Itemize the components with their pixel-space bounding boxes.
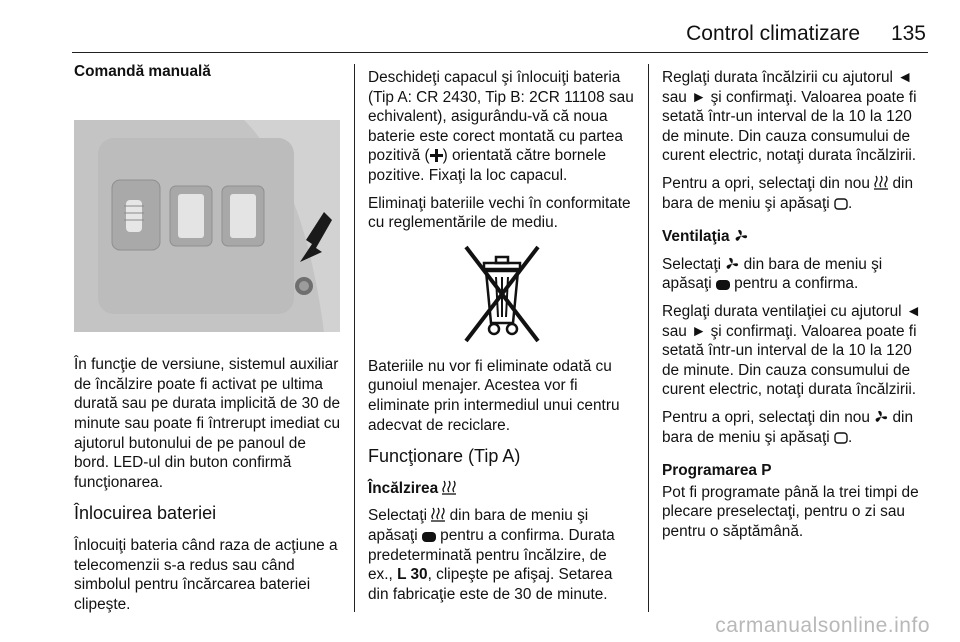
heading-manual-control: Comandă manuală (74, 63, 211, 80)
programming-text: Pot fi programate până la trei timpi de plecare preselectaţi, pentru o zi sau pentru o săptămână. (662, 483, 919, 540)
heading-programming: Programarea P (662, 462, 772, 480)
button-filled-icon (422, 532, 436, 542)
arrow-right-icon: ► (691, 88, 707, 106)
heading-operation-type-a: Funcţionare (Tip A) (368, 446, 521, 467)
heating-stop-text: Pentru a opri, selectaţi din nou din bara de meniu şi apăsaţi . (662, 174, 914, 212)
page-number: 135 (890, 22, 926, 45)
crossed-bin-icon (456, 241, 548, 351)
arrow-left-icon: ◄ (897, 69, 913, 86)
heat-icon (442, 480, 456, 495)
column-2 (368, 68, 634, 612)
recycling-text: Bateriile nu vor fi eliminate odată cu gunoiul menajer. Acestea vor fi eliminate prin intermediul unui centru adecvat de reciclare. (368, 357, 620, 434)
column-divider (354, 64, 355, 612)
button-filled-icon (716, 280, 730, 290)
dashboard-button-photo (74, 120, 340, 332)
heading-heating: Încălzirea (368, 479, 634, 499)
photo-caption: În funcţie de versiune, sistemul auxiliar de încălzire poate fi activat pe ultima durată sau pe durata implicită de 30 de minute sau poate fi întrerupt imediat cu ajutorul butonului de pe panoul de bord. LED-ul din buton confirmă funcţionarea. (74, 356, 341, 491)
arrow-left-icon: ◄ (905, 302, 922, 320)
heating-instructions: Selectaţi din bara de meniu şi apăsaţi pentru a confirma. Durata predeterminată pentru încălzire, de ex., L 30, clipeşte pe afişaj. Setarea din fabricaţie este de 30 de minute. (368, 507, 615, 603)
section-title: Control climatizare (686, 22, 860, 45)
watermark: carmanualsonline.info (715, 614, 930, 637)
ventilation-stop-text: Pentru a opri, selectaţi din nou din bara de meniu şi apăsaţi . (662, 408, 914, 446)
fan-icon (725, 257, 739, 271)
fan-icon (734, 229, 748, 243)
heating-duration-text: Reglaţi durata încălzirii cu ajutorul ◄ sau ► şi confirmaţi. Valoarea poate fi setată într-un interval de la 10 la 120 de minute. Din cauza consumului de curent electric, notaţi durata încălzirii. (662, 69, 917, 165)
column-3 (662, 68, 930, 549)
ventilation-instructions: Selectaţi din bara de meniu şi apăsaţi pentru a confirma. (662, 255, 883, 293)
ventilation-duration-text: Reglaţi durata ventilaţiei cu ajutorul ◄ sau ► şi confirmaţi. Valoarea poate fi setată într-un interval de la 10 la 120 de minute. Din cauza consumului de curent electric, notaţi durata încălzirii. (662, 302, 922, 399)
column-divider (648, 64, 649, 612)
disposal-text: Eliminaţi bateriile vechi în conformitate cu reglementările de mediu. (368, 194, 631, 232)
button-outline-icon (834, 432, 848, 444)
heading-battery-replacement: Înlocuirea bateriei (74, 503, 217, 524)
battery-instructions: Deschideţi capacul şi înlocuiţi bateria (Tip A: CR 2430, Tip B: 2CR 11108 sau echivalent), asigurându-vă că noua baterie este corect montată cu partea pozitivă ( ) orientată către bornele pozitive. Fixaţi la loc capacul. (368, 69, 634, 184)
arrow-right-icon: ► (691, 322, 707, 340)
heading-ventilation: Ventilaţia (662, 227, 930, 247)
heat-icon (431, 507, 445, 522)
header-rule (72, 52, 928, 53)
fan-icon (874, 410, 888, 424)
plus-icon (430, 149, 443, 162)
column-1 (74, 62, 344, 622)
button-outline-icon (834, 198, 848, 210)
heat-icon (874, 175, 888, 190)
battery-text: Înlocuiţi bateria când raza de acţiune a telecomenzii s-a redus sau când simbolul pentru încărcarea bateriei clipeşte. (74, 536, 338, 613)
